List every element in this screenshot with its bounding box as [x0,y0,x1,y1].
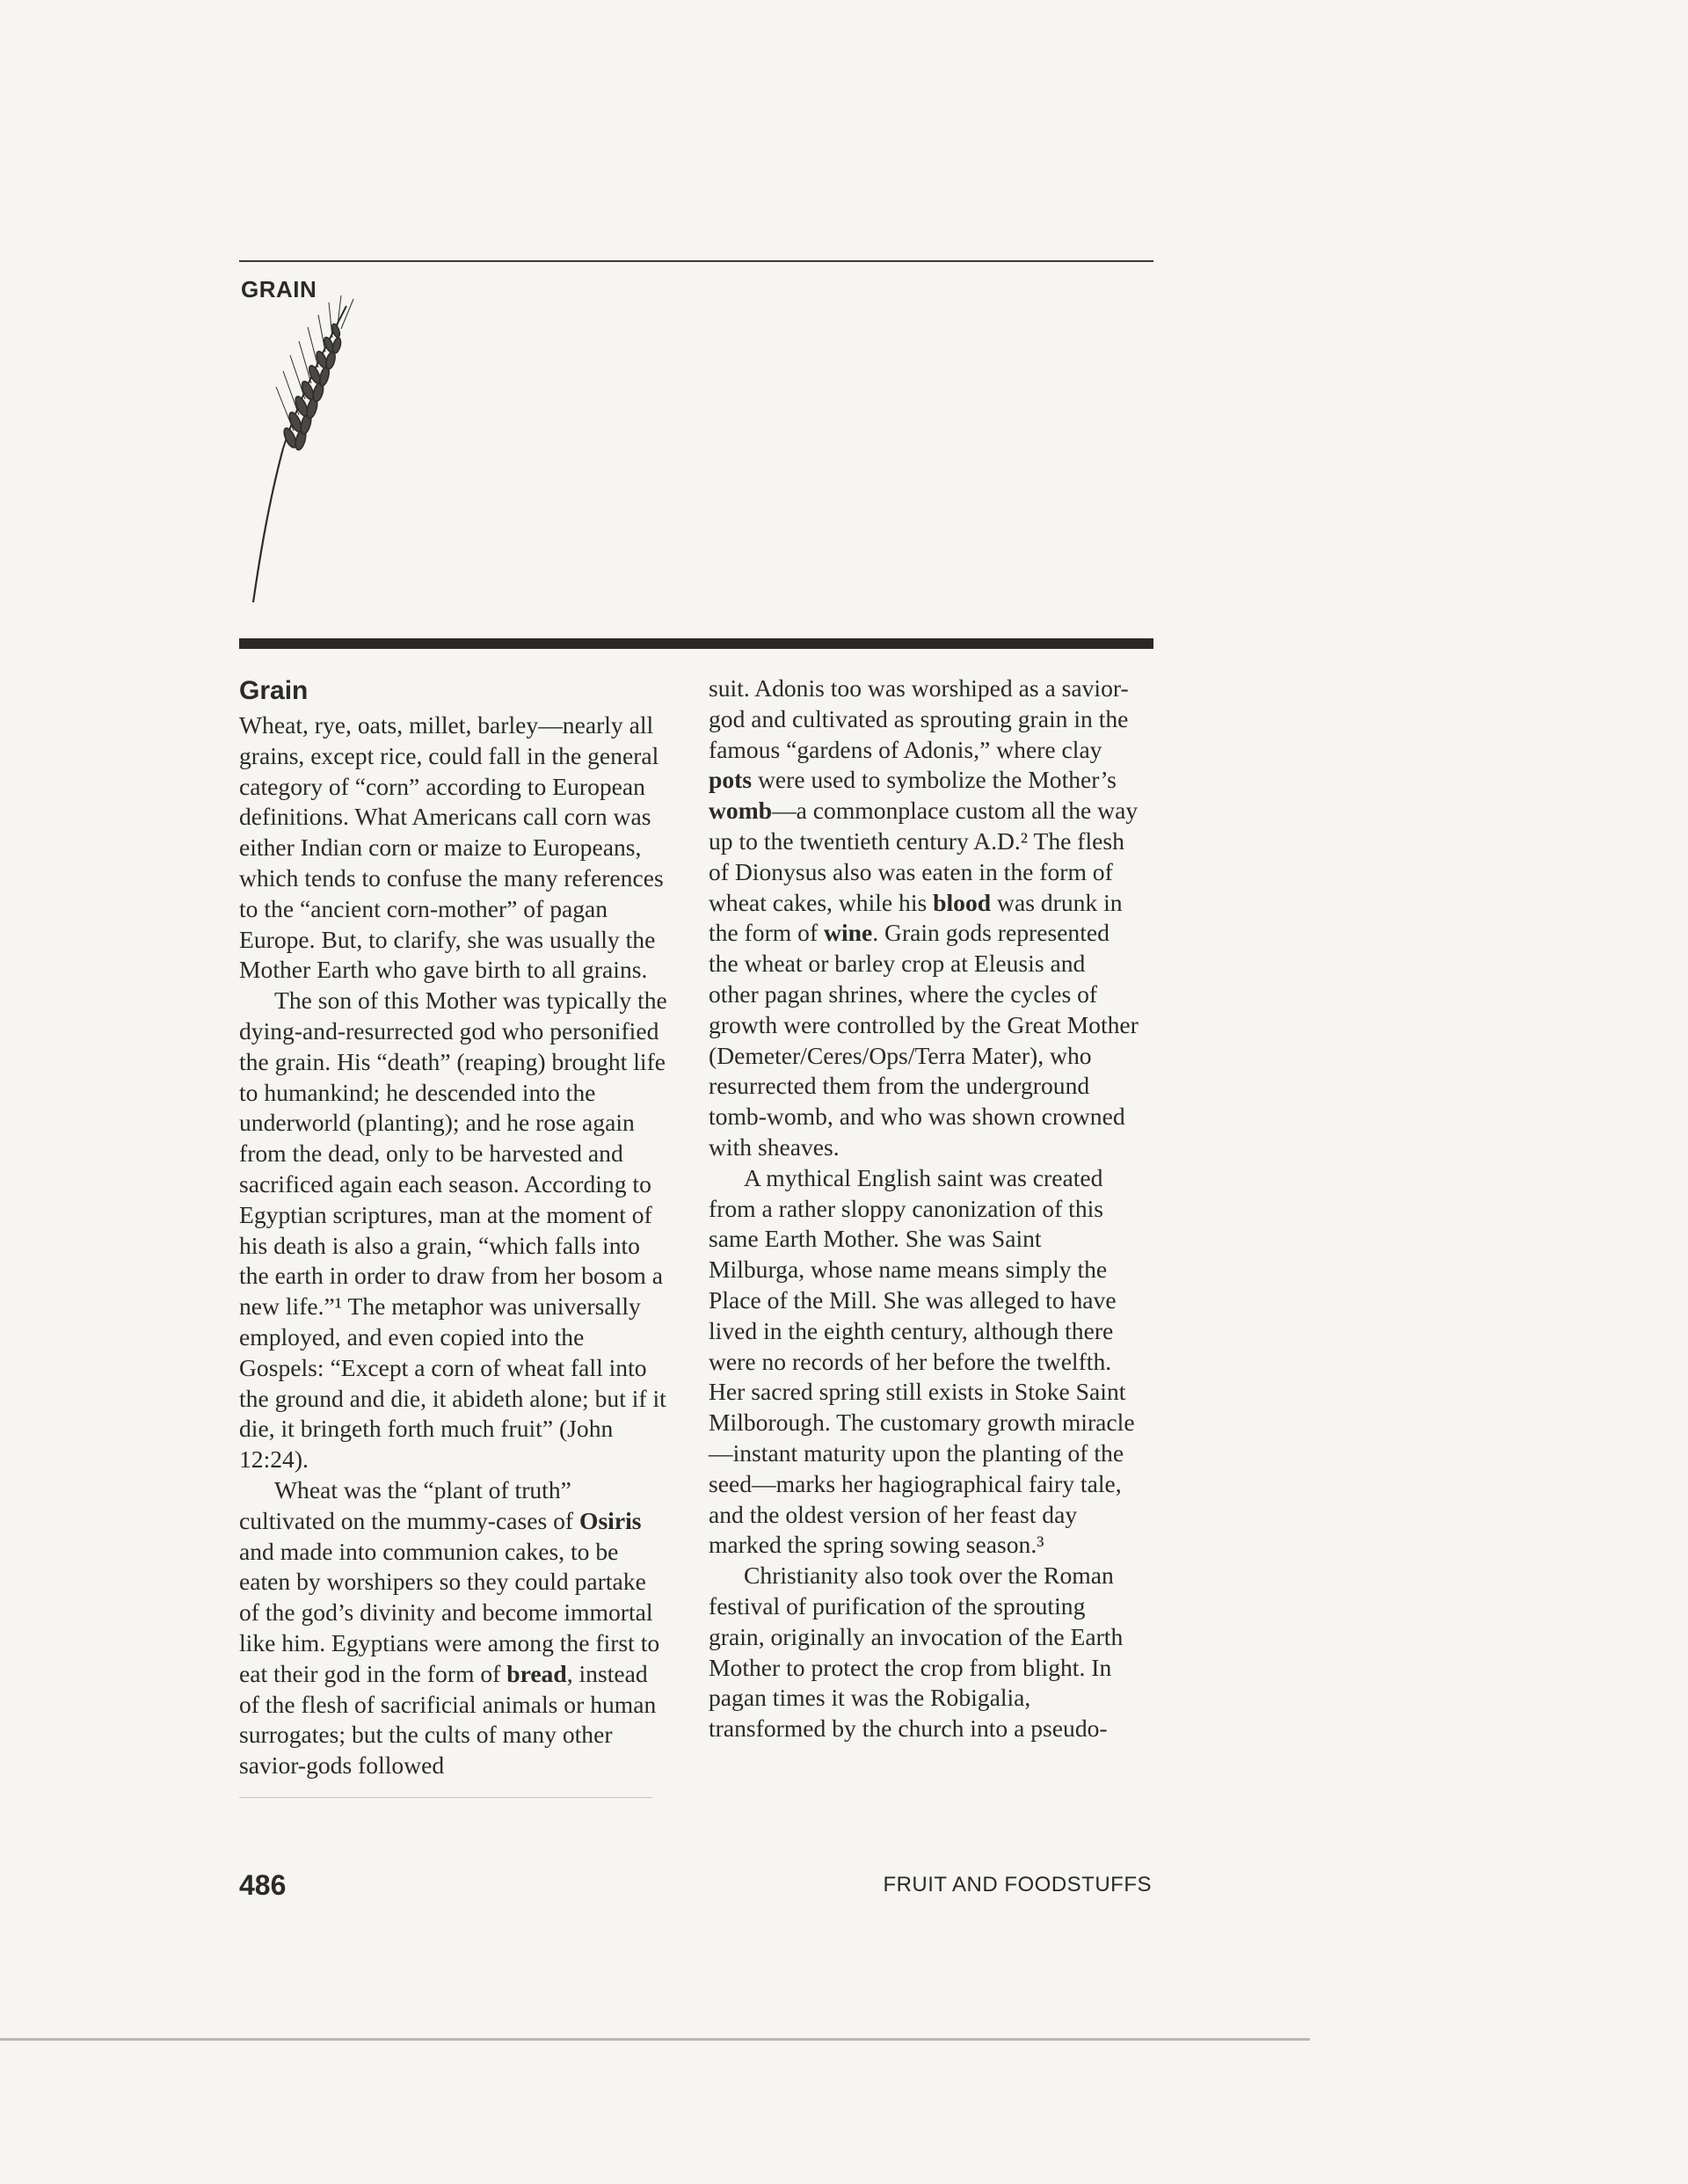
running-footer: FRUIT AND FOODSTUFFS [883,1873,1152,1896]
cross-reference: wine [824,919,873,947]
cross-reference: womb [709,797,773,825]
top-rule [239,260,1153,262]
text-run: Wheat was the “plant of truth” cultivated on the mummy-cases of [239,1475,579,1534]
text-run: was drunk in the form of [709,888,1123,947]
cross-reference: Osiris [578,1506,642,1534]
text-run: . Grain gods represented the wheat or barley crop at Eleusis and other pagan shrines, where the cycles of growth were controlled by the Great Mother (Demeter/Ceres/Ops/Terra Mater), who resurrected them from the underground tomb-womb, and who was shown crowned with sheaves. [709,919,1139,1161]
paragraph: Christianity also took over the Roman festival of purification of the sprouting grain, originally an invocation of the Earth Mother to protect the crop from blight. In pagan times it was the Robigalia, transformed by the church into a pseudo- [709,1562,1124,1743]
running-header: GRAIN [241,276,317,302]
cross-reference: blood [933,888,992,916]
text-run: , instead of the flesh of sacrificial animals or human surrogates; but the cults of many other savior-gods followed [239,1659,657,1780]
wheat-ear-illustration [237,290,369,607]
right-column [709,673,1139,1744]
left-column [239,673,670,1781]
cross-reference: bread [506,1659,567,1687]
section-divider [239,638,1153,649]
text-run: and made into communion cakes, to be eaten by worshipers so they could partake of the god’s divinity and become immortal like him. Egyptians were among the first to eat their god in the form of [239,1537,660,1687]
text-run: —a commonplace custom all the way up to the twentieth century A.D.² The flesh of Dionysus also was eaten in the form of wheat cakes, while his [709,797,1139,916]
text-run: were used to symbolize the Mother’s [752,766,1117,794]
cross-reference: pots [709,766,753,794]
text-run: suit. Adonis too was worshiped as a savior-god and cultivated as sprouting grain in the famous “gardens of Adonis,” where clay [709,674,1129,763]
paragraph: Wheat, rye, oats, millet, barley—nearly all grains, except rice, could fall in the general category of “corn” according to European definitions. What Americans call corn was either Indian corn or maize to Europeans, which tends to confuse the many references to the “ancient corn-mother” of pagan Europe. But, to clarify, she was usually the Mother Earth who gave birth to all grains. [239,711,664,984]
paragraph: A mythical English saint was created from a rather sloppy canonization of this same Earth Mother. She was Saint Milburga, whose name means simply the Place of the Mill. She was alleged to have lived in the eighth century, although there were no records of her before the twelfth. Her sacred spring still exists in Stoke Saint Milborough. The customary growth miracle—instant maturity upon the planting of the seed—marks her hagiographical fairy tale, and the oldest version of her feast day marked the spring sowing season.³ [709,1163,1135,1559]
paragraph: The son of this Mother was typically the dying-and-resurrected god who personified the grain. His “death” (reaping) brought life to humankind; he descended into the underworld (planting); and he rose again from the dead, only to be harvested and sacrificed again each season. According to Egyptian scriptures, man at the moment of his death is also a grain, “which falls into the earth in order to draw from her bosom a new life.”¹ The metaphor was universally employed, and even copied into the Gospels: “Except a corn of wheat fall into the ground and die, it abideth alone; but if it die, it bringeth forth much fruit” (John 12:24). [239,986,667,1474]
page-edge [0,2038,1310,2041]
footer-rule [239,1797,652,1798]
page-number: 486 [239,1869,287,1901]
paragraph [239,1475,670,1781]
paragraph [709,673,1139,1163]
article-title: Grain [239,676,309,705]
